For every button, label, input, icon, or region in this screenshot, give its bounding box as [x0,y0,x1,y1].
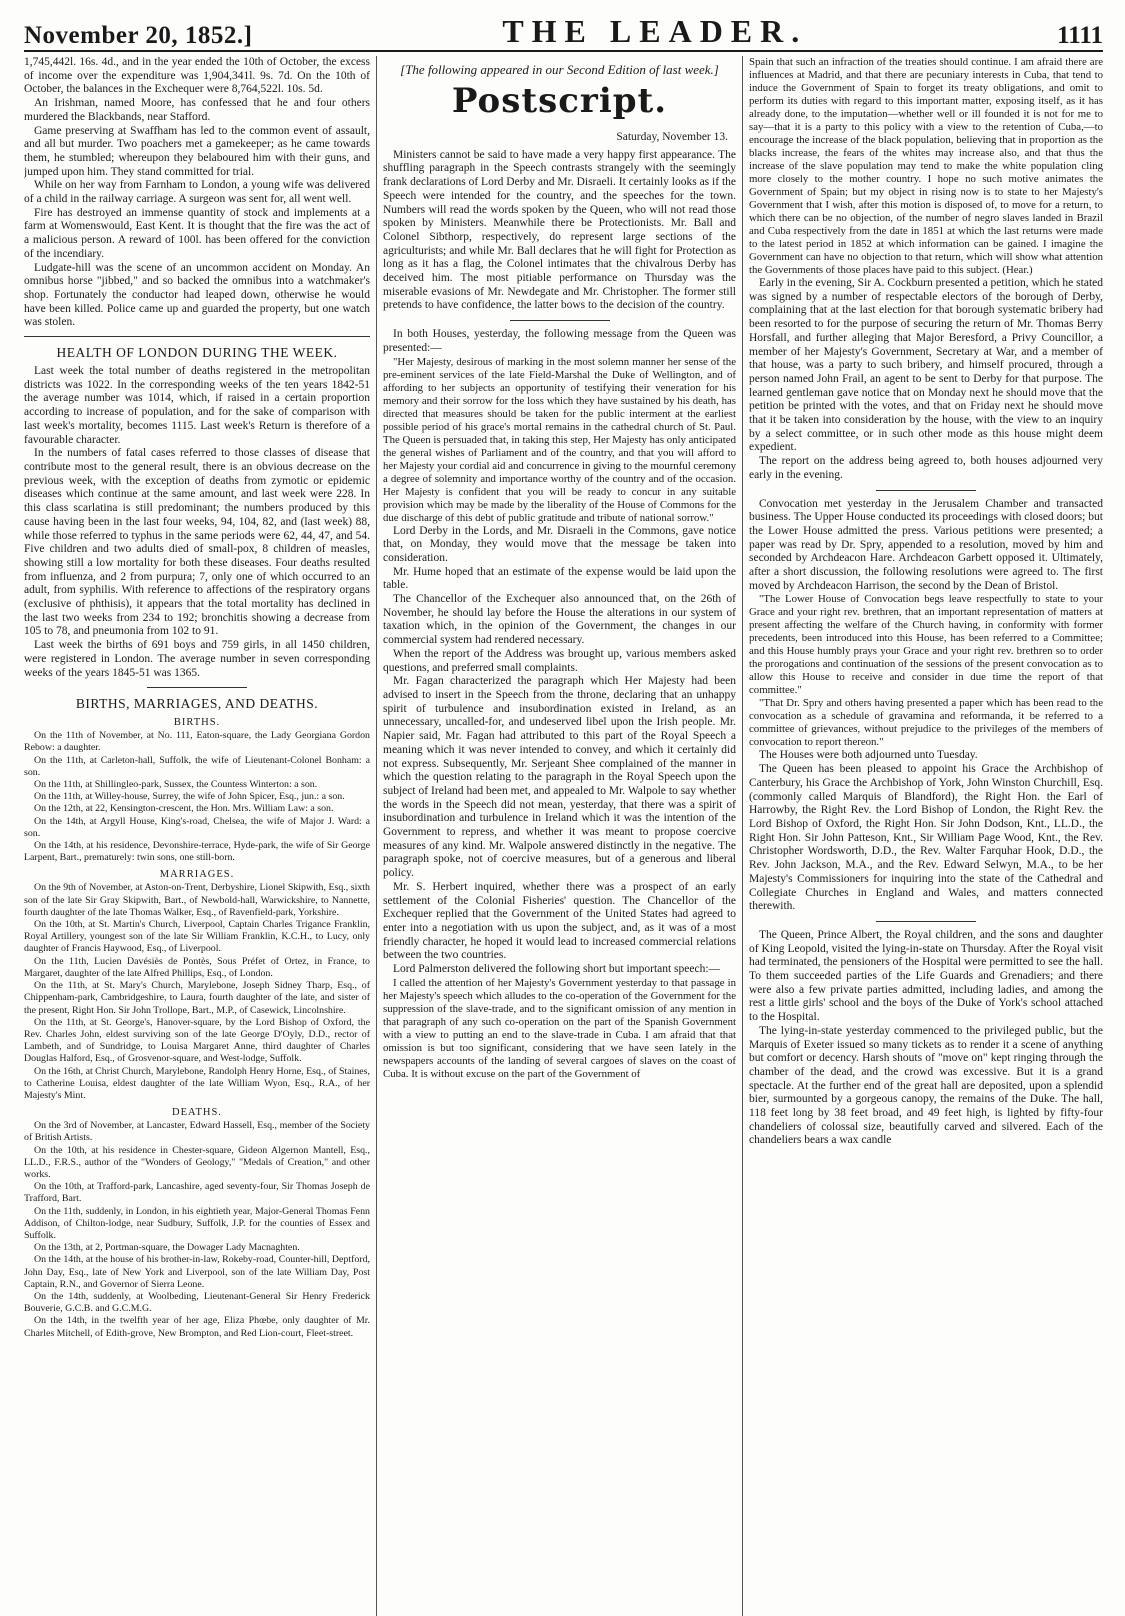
divider [24,336,370,337]
marriage-entry: On the 10th, at St. Martin's Church, Liverpool, Captain Charles Trigance Franklin, Royal Artillery, youngest son of the late Sir William Franklin, K.C.H., to Lucy, only daughter of Francis Haywood, Esq., of Liverpool. [24,919,370,955]
convocation-resolution-1: "The Lower House of Convocation begs leave respectfully to state to your Grace and your right rev. brethren, that an important representation of matters at present affecting the welfare of the Church having, in conformity with former precedents, been introduced into this House, has been referred to a Committee; and this House humbly prays your Grace and your right rev. brethren so to order the prorogations and continuation of the sessions of the present convocation as to allow this House to receive and consider in due time the report of that committee." [749,593,1103,697]
report-paragraph: The Chancellor of the Exchequer also announced that, on the 26th of November, he should lay before the House the alterations in our system of taxation which, in the opinion of the Government, the changes in our commercial system had rendered necessary. [383,593,736,647]
death-entry: On the 14th, suddenly, at Woolbeding, Lieutenant-General Sir Henry Frederick Bouverie, G.C.B. and G.C.M.G. [24,1290,370,1315]
news-items [24,56,370,330]
news-paragraph: While on her way from Farnham to London, a young wife was delivered of a child in the railway carriage. A surgeon was sent for, all went well. [24,179,370,206]
report-paragraph: Mr. Hume hoped that an estimate of the expense would be laid upon the table. [383,565,736,592]
palmerston-speech-continued: Spain that such an infraction of the treaties should continue. I am afraid there are influences at Madrid, and that there are pecuniary interests in Cuba, that tend to induce the Government of Spain to forget its treaty obligations, and omit to perform its duties with regard to this important matter, exposing itself, as it has already done, to the imputation—whether well or ill founded it is not for me to say—that it is a party to this policy with a view to the retention of Cuba,—to encourage the increase of the black population, believing that in proportion as the blacks increase, the fears of the whites may increase also, and that thus the increase of the slave population may tend to make the white population cling more closely to the mother country. I hope no such motive animates the Government of Spain; but my object in rising now is to state to her Majesty's Government that I wish, after this motion is disposed of, to move for a return, to which there can be no objection, of the number of negro slaves landed in Brazil and Cuba respectively from the date in 1851 at which the last returns were made to the latest period in 1852 at which information can be gained. I imagine the Government can have no objection to that return, which will show what attention the Governments of those places have paid to this subject. (Hear.) [749,56,1103,276]
birth-entry: On the 11th, at Carleton-hall, Suffolk, the wife of Lieutenant-Colonel Bonham: a son. [24,754,370,778]
health-paragraph: Last week the births of 691 boys and 759 girls, in all 1450 children, were registered in London. The average number in seven corresponding weeks of the years 1845-51 was 1365. [24,639,370,679]
health-paragraph: In the numbers of fatal cases referred to those classes of disease that contribute most to the general result, there is an obvious decrease on the previous week, with the exception of deaths from zymotic or epidemic diseases which continue at the same amount, and last week were 228. In this class scarlatina is still predominant; the numbers produced by this cause having been in the last four weeks, 94, 104, 82, and (last week) 88, while those referred to typhus in the same periods were 62, 44, 47, and 54. Five children and two adults died of small-pox, 8 children of measles, showing still a low mortality for both these diseases. Four deaths resulted from influenza, and 2 from purpura; 7, only one of which occurred to an adult, from syphilis. With reference to affections of the respiratory organs (exclusive of phthisis), it appears that the total mortality has declined in the last two weeks from 234 to 192; bronchitis showing a decrease from 105 to 78, and pneumonia from 102 to 91. [24,447,370,638]
deaths-heading: DEATHS. [172,1107,222,1119]
queen-message: "Her Majesty, desirous of marking in the most solemn manner her sense of the pre-eminent services of the late Field-Marshal the Duke of Wellington, and of affording to her subjects an opportunity of testifying their veneration for his memory and their sorrow for the loss which they have sustained by his death, has directed that measures should be taken for the public interment at the earliest possible period of his grace's mortal remains in the cathedral church of St. Paul. The Queen is persuaded that, in taking this step, Her Majesty has only anticipated the general wishes of Parliament and of the country, and that you will afford to her Majesty your cordial aid and concurrence in giving to the mournful ceremony a degree of solemnity and importance worthy of the country and of the occasion. Her Majesty is confident that you will be ready to concur in any suitable provision which may be made by the liberality of the House of Commons for the due discharge of this debt of public gratitude and tribute of national sorrow." [383,355,736,524]
report-paragraph: Lord Palmerston delivered the following short but important speech:— [393,963,721,976]
birth-entry: On the 11th, at Willey-house, Surrey, the wife of John Spicer, Esq., jun.: a son. [34,791,345,803]
report-paragraph: Lord Derby in the Lords, and Mr. Disraeli in the Commons, gave notice that, on Monday, they would move that the message be taken into consideration. [383,524,736,564]
publication-title: THE LEADER. [502,13,808,49]
royal-visit: The Queen, Prince Albert, the Royal children, and the sons and daughter of King Leopold, visited the lying-in-state on Thursday. After the Royal visit had terminated, the pensioners of the Hospital were permitted to see the hall. To them succeeded parties of the Life Guards and Grenadiers; and there were also a few private parties admitted, including ladies, and among the rest a little girls' school and the boys of the Duke of York's school attached to the Hospital. [749,928,1103,1024]
news-paragraph: Fire has destroyed an immense quantity of stock and implements at a farm at Womenswould, East Kent. It is thought that the fire was the act of a malicious person. A reward of 100l. has been offered for the conviction of the incendiary. [24,206,370,260]
column-1 [24,56,376,1616]
birth-entry: On the 11th, at Shillingleo-park, Sussex, the Countess Winterton: a son. [34,779,318,791]
marriage-entry: On the 11th, at St. George's, Hanover-square, by the Lord Bishop of Oxford, the Rev. Charles John, eldest surviving son of the late George D'Oyly, D.D., rector of Lambeth, and of Sundridge, to Louisa Margaret Anne, third daughter of Charles Douglas Halford, Esq., of Grosvenor-square, and West-lodge, Suffolk. [24,1016,370,1065]
marriage-entry: On the 16th, at Christ Church, Marylebone, Randolph Henry Horne, Esq., of Staines, to Catherine Louisa, eldest daughter of the late William Wyon, Esq., R.A., of her Majesty's Mint. [24,1065,370,1101]
divider [876,490,976,491]
bmd-heading: BIRTHS, MARRIAGES, AND DEATHS. [75,696,319,712]
address-report: The report on the address being agreed to, both houses adjourned very early in the evening. [749,455,1103,481]
divider [876,921,976,922]
news-paragraph: An Irishman, named Moore, has confessed that he and four others murdered the Blackbands, near Stafford. [24,97,370,123]
marriage-entry: On the 9th of November, at Aston-on-Trent, Derbyshire, Lionel Skipwith, Esq., sixth son of the late Sir Gray Skipwith, Bart., of Newbold-hall, Warwickshire, to Nannette, fourth daughter of the late Thomas Walker, Esq., of Ravenfield-park, Yorkshire. [24,882,370,918]
divider [510,320,610,321]
death-entry: On the 11th, suddenly, in London, in his eightieth year, Major-General Thomas Fenn Addison, of Chilton-lodge, near Sudbury, Suffolk, J.P. for the counties of Essex and Suffolk. [24,1205,370,1241]
report-paragraph: Mr. S. Herbert inquired, whether there was a prospect of an early settlement of the Colonial Fisheries' question. The Chancellor of the Exchequer replied that the Government of the United States had agreed to enter into a negotiation with us upon the subject, and, as it was of a most friendly character, he hoped it would lead to increased commercial relations between the two countries. [383,880,736,962]
births-list [24,730,370,864]
deaths-list [24,1120,370,1340]
column-2 [376,56,742,1616]
death-entry: On the 14th, at the house of his brother-in-law, Rokeby-road, Counter-hill, Deptford, John Day, Esq., late of New York and Liverpool, son of the late William Day, Post Captain, R.N., and Governor of Sierra Leone. [24,1254,370,1290]
message-intro [383,328,736,355]
news-paragraph: Game preserving at Swaffham has led to the common event of assault, and all but murder. Two poachers met a gamekeeper; as he came towards them, he stumbled; whereupon they belaboured him with their guns, and jumped upon him. They stand committed for trial. [24,124,370,178]
report-paragraph: Mr. Fagan characterized the paragraph which Her Majesty had been advised to insert in the Speech from the throne, declaring that an unhappy spirit of turbulence and insubordination existed in Ireland, as an unnecessary, uncalled-for, and undeserved libel upon the Irish people. Mr. Napier said, Mr. Fagan had attributed to this part of the Royal Speech a meaning which it was never intended to convey, and which it certainly did not express. Subsequently, Mr. Serjeant Shee complained of the manner in which the question relating to the paragraph in the Royal Speech upon the subject of Ireland had been met, and appealed to Mr. Walpole to say whether the words in the Speech did not mean, yesterday, that there was a spirit of insubordination and turbulence in Ireland which it was the intention of the Government to repress, and whether it was meant to propose coercive measures of any kind. Mr. Walpole answered distinctly in the negative. The paragraph spoke, not of coercive measures, but of a generous and liberal policy. [383,675,736,880]
death-entry: On the 13th, at 2, Portman-square, the Dowager Lady Macnaghten. [34,1242,300,1254]
divider [147,687,247,688]
intro-paragraph: In both Houses, yesterday, the following message from the Queen was presented:— [383,328,736,354]
lying-in-state: The lying-in-state yesterday commenced to the privileged public, but the Marquis of Exeter issued so many tickets as to render it a scene of anything but comfort or decency. Harsh shouts of "move on" kept ringing through the chamber of the dead, and the crowd was excessive. But it is a grand spectacle. At the further end of the great hall are deposited, upon a splendid bier, surmounted by a gorgeous canopy, the remains of the Duke. The hall, 118 feet long by 38 feet broad, and 49 feet high, is lighted by fifty-four chandeliers of colossal size, beautifully carved and silvered. Each of the chandeliers bears a wax candle [749,1024,1103,1147]
marriage-entry: On the 11th, Lucien Davésiès de Pontès, Sous Préfet of Ortez, in France, to Margaret, daughter of the late Alfred Phillips, Esq., of London. [24,955,370,979]
issue-date: November 20, 1852.] [24,22,253,49]
cathedral-commission: The Queen has been pleased to appoint his Grace the Archbishop of Canterbury, his Grace the Archbishop of York, John Winston Churchill, Esq. (commonly called Marquis of Blandford), the Right Hon. the Earl of Harrowby, the Right Rev. the Lord Bishop of London, the Right Rev. the Lord Bishop of Oxford, the Right Hon. Sir John Dodson, Knt., LL.D., the Right Hon. Sir John Patteson, Knt., Sir William Page Wood, Knt., the Rev. Christopher Wordsworth, D.D., the Rev. Walter Farquhar Hook, D.D., the Rev. John Jackson, M.A., and the Rev. Edward Selwyn, M.A., to be her Majesty's Commissioners for inquiring into the state of the Cathedral and Collegiate Churches in England and Wales, and matters connected therewith. [749,763,1103,913]
column-3 [742,56,1103,1616]
report-paragraph: When the report of the Address was brought up, various members asked questions, and preferred small complaints. [383,647,736,674]
page-number: 1111 [1057,22,1103,49]
birth-entry: On the 11th of November, at No. 111, Eaton-square, the Lady Georgiana Gordon Rebow: a daughter. [24,730,370,754]
news-paragraph: Ludgate-hill was the scene of an uncommon accident on Monday. An omnibus horse "jibbed," and so backed the omnibus into a watchmaker's shop. Fortunately the conductor had leaped down, otherwise he would have been killed. Police came up and guarded the property, but one watch was stolen. [24,261,370,329]
convocation-report: Convocation met yesterday in the Jerusalem Chamber and transacted business. The Upper House conducted its proceedings with closed doors; but the Lower House admitted the press. Various petitions were presented; a paper was read by Dr. Spry, appended to a resolution, moved by him and seconded by Archdeacon Hare. Archdeacon Garbett opposed it. Ultimately, after a short discussion, the following resolutions were agreed to. The first moved by Archdeacon Harrison, the second by the Dean of Bristol. [749,497,1103,592]
death-entry: On the 14th, in the twelfth year of her age, Eliza Phœbe, only daughter of Mr. Charles Mitchell, of Edith-grove, New Brompton, and Red Lion-court, Fleet-street. [24,1315,370,1339]
convocation-resolution-2: "That Dr. Spry and others having presented a paper which has been read to the convocation as a schedule of gravamina and reformanda, it be referred to a committee of grievances, without prejudice to the privileges of the members of convocation to report thereon." [749,697,1103,749]
houses-adjourned: The Houses were both adjourned unto Tuesday. [759,749,978,762]
marriages-list [24,882,370,1102]
health-report [24,365,370,680]
masthead [24,6,1103,52]
cockburn-petition: Early in the evening, Sir A. Cockburn presented a petition, which he stated was signed by a number of respectable electors of the borough of Derby, complaining that at the last election for that borough systematic bribery had been resorted to for the purpose of securing the return of Mr. Thomas Berry Horsfall, and further alleging that Major Beresford, a Privy Councillor, a member of her Majesty's Government, Secretary at War, and a member of that house, was a party to such bribery, and himself procured, through a person named John Frail, an agent to be sent to Derby for that purpose. The learned gentleman gave notice that on Monday next he should move that the petition be printed with the votes, and that on Friday next he should move that it be taken into consideration by the house, with the view to an inquiry by a select committee, or in such other mode as this house might deem expedient. [749,277,1103,454]
postscript-lead [383,149,736,313]
palmerston-speech: I called the attention of her Majesty's Government yesterday to that passage in her Majesty's speech which alludes to the co-operation of the Government for the suppression of the slave-trade, and to the significant omission of any mention in that paragraph of any such co-operation on the part of the Spanish Government with a view to putting an end to the slave-trade in Cuba. I am afraid that that omission is but too significant, considering that we have seen lately in the newspapers accounts of the landing of several cargoes of slaves on the coast of Cuba. It is without excuse on the part of the Government of [383,976,736,1080]
columns [24,56,1103,1616]
birth-entry: On the 14th, at his residence, Devonshire-terrace, Hyde-park, the wife of Sir George Larpent, Bart., prematurely: twin sons, one still-born. [24,840,370,864]
death-entry: On the 10th, at his residence in Chester-square, Gideon Algernon Mantell, Esq., LL.D., F.R.S., author of the "Wonders of Geology," "Medals of Creation," and other works. [24,1144,370,1180]
news-paragraph: 1,745,442l. 16s. 4d., and in the year ended the 10th of October, the excess of income over the expenditure was 1,904,341l. 9s. 7d. On the 10th of October, the balances in the Exchequer were 8,764,522l. 10s. 5d. [24,56,370,96]
death-entry: On the 3rd of November, at Lancaster, Edward Hassell, Esq., member of the Society of British Artists. [24,1120,370,1144]
marriage-entry: On the 11th, at St. Mary's Church, Marylebone, Joseph Sidney Tharp, Esq., of Chippenham-park, Cambridgeshire, to Laura, fourth daughter of the late, and sister of the present, Right Hon. Sir John Trollope, Bart., M.P., of Casewick, Lincolnshire. [24,980,370,1016]
dateline: Saturday, November 13. [616,131,728,143]
marriages-heading: MARRIAGES. [159,869,235,881]
parliament-report [383,525,736,977]
birth-entry: On the 12th, at 22, Kensington-crescent, the Hon. Mrs. William Law: a son. [34,803,334,815]
births-heading: BIRTHS. [173,717,221,729]
edition-note: [The following appeared in our Second Edition of last week.] [400,62,719,77]
postscript-heading: Postscript. [451,81,668,121]
birth-entry: On the 14th, at Argyll House, King's-road, Chelsea, the wife of Major J. Ward: a son. [24,815,370,839]
health-paragraph: Last week the total number of deaths registered in the metropolitan districts was 1022. In the corresponding weeks of the ten years 1842-51 the average number was 1014, which, if raised in a certain proportion according to increase of population, and for the sake of comparison with last week's mortality, becomes 1115. Last week's Return is therefore of a favourable character. [24,365,370,446]
death-entry: On the 10th, at Trafford-park, Lancashire, aged seventy-four, Sir Thomas Joseph de Trafford, Bart. [24,1181,370,1205]
health-heading: HEALTH OF LONDON DURING THE WEEK. [56,345,338,361]
postscript-paragraph: Ministers cannot be said to have made a very happy first appearance. The shuffling paragraph in the Speech contrasts strangely with the seemingly frank declarations of Lord Derby and Mr. Disraeli. It certainly looks as if the Speech were intended for the country, and the speeches for the town. Numbers will read the words spoken by the Queen, who will not read those spoken by Ministers. Meanwhile there be Protectionists. Mr. Ball and Colonel Sibthorp, respectively, do represent large sections of the agriculturists; and while Mr. Ball declares that he will fight for Protection as long as it has a flag, the Colonel intimates that the chivalrous Derby has deceived him. The most pitiable performance on Thursday was the miserable evasions of Mr. Newdegate and Mr. Christopher. The former still pretends to have confidence, the latter bows to the decision of the country. [383,148,736,312]
